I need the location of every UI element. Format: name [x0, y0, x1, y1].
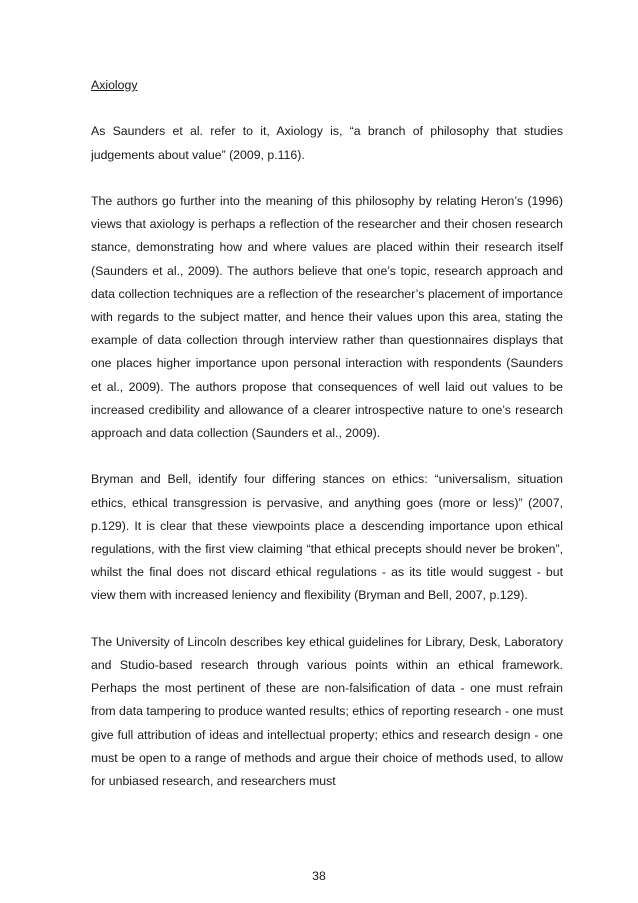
- page-content: [91, 74, 563, 816]
- paragraph-axiology-definition: As Saunders et al. refer to it, Axiology is, “a branch of philosophy that studies judgements about value” (2009, p.116).: [91, 124, 563, 162]
- paragraph-lincoln-guidelines: The University of Lincoln describes key ethical guidelines for Library, Desk, Laboratory and Studio-based research through various points within an ethical framework. Perhaps the most pertinent of these are non-falsification of data - one must refrain from data tampering to produce wanted results; ethics of reporting research - one must give full attribution of ideas and intellectual property; ethics and research design - one must be open to a range of methods and argue their choice of methods used, to allow for unbiased research, and researchers must: [91, 634, 563, 789]
- paragraph-bryman-bell-ethics: Bryman and Bell, identify four differing stances on ethics: “universalism, situation ethics, ethical transgression is pervasive, and anything goes (more or less)” (2007, p.129). It is clear that these viewpoints place a descending importance upon ethical regulations, with the first view claiming “that ethical precepts should never be broken”, whilst the final does not discard ethical regulations - as its title would suggest - but view them with increased leniency and flexibility (Bryman and Bell, 2007, p.129).: [91, 472, 563, 603]
- section-heading-axiology: Axiology: [91, 78, 138, 92]
- page-number: 38: [312, 869, 326, 883]
- paragraph-heron-views: The authors go further into the meaning of this philosophy by relating Heron’s (1996) views that axiology is perhaps a reflection of the researcher and their chosen research stance, demonstrating how and where values are placed within their research itself (Saunders et al., 2009). The authors believe that one’s topic, research approach and data collection techniques are a reflection of the researcher’s placement of importance with regards to the subject matter, and hence their values upon this area, stating the example of data collection through interview rather than questionnaires displays that one places higher importance upon personal interaction with respondents (Saunders et al., 2009). The authors propose that consequences of well laid out values to be increased credibility and allowance of a clearer introspective nature to one’s research approach and data collection (Saunders et al., 2009).: [91, 193, 563, 441]
